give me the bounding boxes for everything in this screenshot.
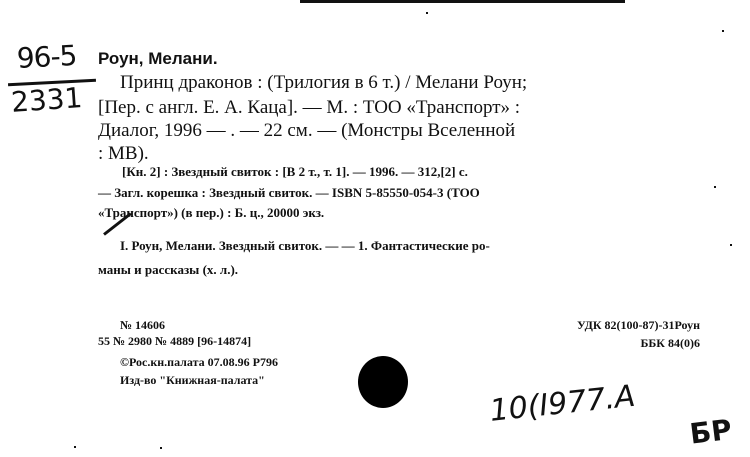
shelfmark-top: 96-5 [16,38,78,75]
handwritten-inventory-number: 10(I977.А [488,378,637,429]
record-number: № 14606 [120,318,166,332]
tracing-line-1: I. Роун, Мелани. Звездный свиток. — — 1. Фантастические ро- [120,238,490,253]
title-line-1: Принц драконов : (Трилогия в 6 т.) / Мелани Роун; [120,72,528,93]
copyright-line: ©Рос.кн.палата 07.08.96 Р796 [120,355,278,369]
speck [714,186,716,188]
speck [160,447,162,449]
volume-note-line-3: «Транспорт») (в пер.) : Б. ц., 20000 экз. [98,205,325,220]
ink-blot [358,356,408,408]
order-line: 55 № 2980 № 4889 [96-14874] [98,334,252,348]
tracing-line-2: маны и рассказы (х. л.). [98,262,239,277]
speck [426,12,428,14]
top-border-line [300,0,625,3]
title-line-2: [Пер. с англ. Е. А. Каца]. — М. : ТОО «Транспорт» : [98,97,521,118]
title-line-3: Диалог, 1996 — . — 22 см. — (Монстры Вселенной [98,120,516,141]
handwritten-initials: БР [688,412,734,451]
volume-note-line-1: [Кн. 2] : Звездный свиток : [В 2 т., т. 1]. — 1996. — 312,[2] с. [122,164,468,179]
volume-note-line-2: — Загл. корешка : Звездный свиток. — ISBN 5-85550-054-3 (ТОО [98,185,480,200]
speck [74,446,76,448]
bbk-code: ББК 84(0)6 [640,336,700,350]
publisher-line: Изд-во "Книжная-палата" [120,373,265,387]
shelfmark-bottom: 2331 [10,81,84,119]
speck [730,244,732,246]
udk-code: УДК 82(100-87)-31Роун [576,318,700,332]
title-line-4: : МВ). [98,143,149,164]
speck [722,30,724,32]
author-heading: Роун, Мелани. [98,49,218,68]
